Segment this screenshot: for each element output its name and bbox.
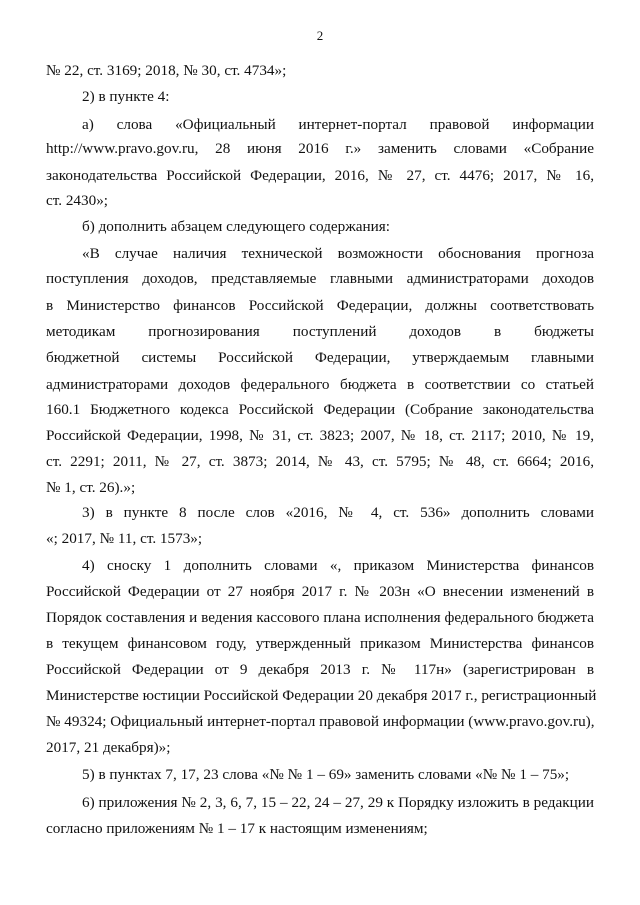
text-line: в Министерство финансов Российской Федерации, должны соответствовать (46, 297, 594, 314)
page-number: 2 (316, 28, 324, 43)
text-line: 6) приложения № 2, 3, 6, 7, 15 – 22, 24 – 27, 29 к Порядку изложить в редакции (82, 794, 594, 811)
text-line: «В случае наличия технической возможности обоснования прогноза (82, 245, 594, 262)
text-line: № 1, ст. 26).»; (46, 479, 136, 496)
text-line: «; 2017, № 11, ст. 1573»; (46, 530, 203, 547)
text-line: 3) в пункте 8 после слов «2016, № 4, ст. 536» дополнить словами (82, 504, 594, 521)
text-line: № 22, ст. 3169; 2018, № 30, ст. 4734»; (46, 62, 287, 79)
text-line: 4) сноску 1 дополнить словами «, приказом Министерства финансов (82, 557, 594, 574)
text-line: согласно приложениям № 1 – 17 к настоящим изменениям; (46, 820, 428, 837)
text-line: в текущем финансовом году, утвержденный приказом Министерства финансов (46, 635, 594, 652)
text-line: б) дополнить абзацем следующего содержания: (82, 218, 390, 235)
text-line: законодательства Российской Федерации, 2016, № 27, ст. 4476; 2017, № 16, (46, 167, 594, 184)
text-line: ст. 2291; 2011, № 27, ст. 3873; 2014, № 43, ст. 5795; № 48, ст. 6664; 2016, (46, 453, 594, 470)
text-line: 160.1 Бюджетного кодекса Российской Федерации (Собрание законодательства (46, 401, 594, 418)
text-line: Российской Федерации от 27 ноября 2017 г. № 203н «О внесении изменений в (46, 583, 594, 600)
text-line: администраторами доходов федерального бюджета в соответствии со статьей (46, 376, 594, 393)
text-line: № 49324; Официальный интернет-портал правовой информации (www.pravo.gov.ru), (46, 713, 595, 730)
text-line: ст. 2430»; (46, 192, 109, 209)
text-line: Российской Федерации от 9 декабря 2013 г. № 117н» (зарегистрирован в (46, 661, 594, 678)
text-line: Порядок составления и ведения кассового плана исполнения федерального бюджета (46, 609, 594, 626)
text-line: поступления доходов, представляемые главными администраторами доходов (46, 270, 594, 287)
text-line: методикам прогнозирования поступлений доходов в бюджеты (46, 323, 594, 340)
text-line: Российской Федерации, 1998, № 31, ст. 3823; 2007, № 18, ст. 2117; 2010, № 19, (46, 427, 594, 444)
text-line: бюджетной системы Российской Федерации, утверждаемым главными (46, 349, 594, 366)
text-line: http://www.pravo.gov.ru, 28 июня 2016 г.» заменить словами «Собрание (46, 140, 594, 157)
text-line: 2) в пункте 4: (82, 88, 170, 105)
text-line: а) слова «Официальный интернет-портал правовой информации (82, 116, 594, 133)
text-line: Министерстве юстиции Российской Федерации 20 декабря 2017 г., регистрационный (46, 687, 597, 704)
text-line: 5) в пунктах 7, 17, 23 слова «№ № 1 – 69» заменить словами «№ № 1 – 75»; (82, 766, 570, 783)
text-line: 2017, 21 декабря)»; (46, 739, 171, 756)
